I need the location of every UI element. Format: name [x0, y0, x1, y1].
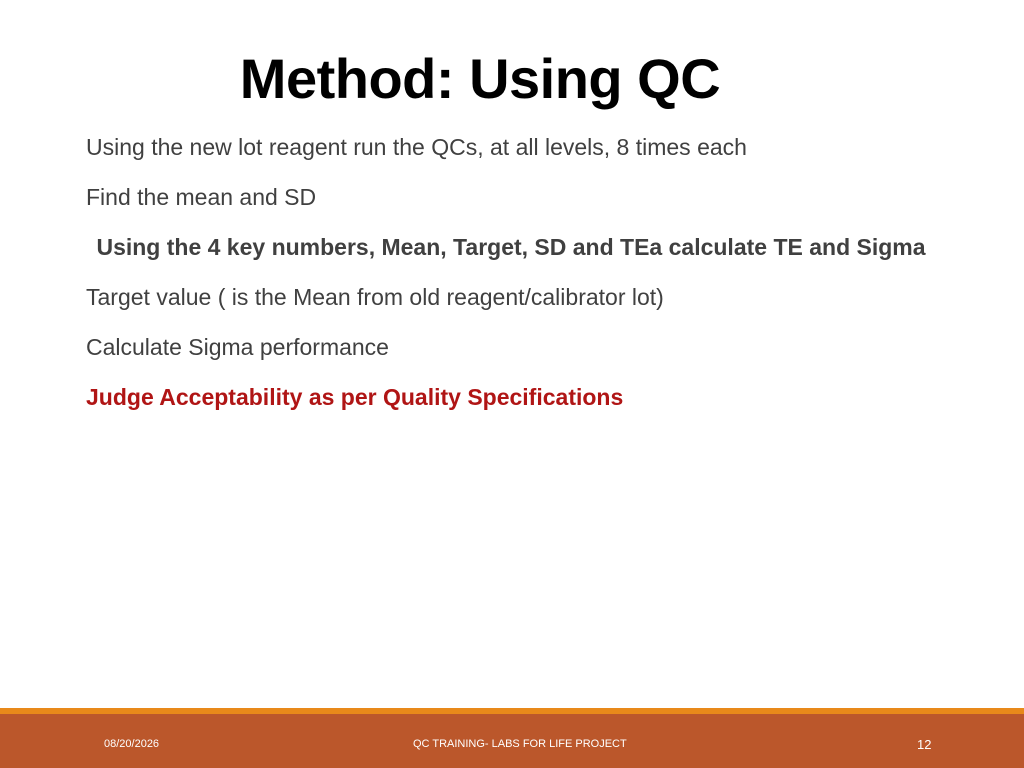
- footer-date: 08/20/2026: [104, 738, 160, 750]
- slide-title: Method: Using QC: [239, 47, 721, 110]
- bullet-judge-acceptability: Judge Acceptability as per Quality Specifications: [86, 384, 624, 410]
- bullet-calculate-sigma: Calculate Sigma performance: [86, 334, 389, 360]
- page-number: 12: [917, 737, 932, 752]
- footer-bar: [0, 714, 1024, 768]
- bullet-find-mean-sd: Find the mean and SD: [86, 184, 317, 210]
- footer-label: QC TRAINING- LABS FOR LIFE PROJECT: [413, 738, 627, 750]
- bullet-run-qcs: Using the new lot reagent run the QCs, at all levels, 8 times each: [86, 134, 747, 160]
- slide-content: [86, 132, 946, 432]
- bullet-key-numbers: Using the 4 key numbers, Mean, Target, SD and TEa calculate TE and Sigma: [96, 234, 926, 260]
- bullet-target-value: Target value ( is the Mean from old reagent/calibrator lot): [86, 284, 664, 310]
